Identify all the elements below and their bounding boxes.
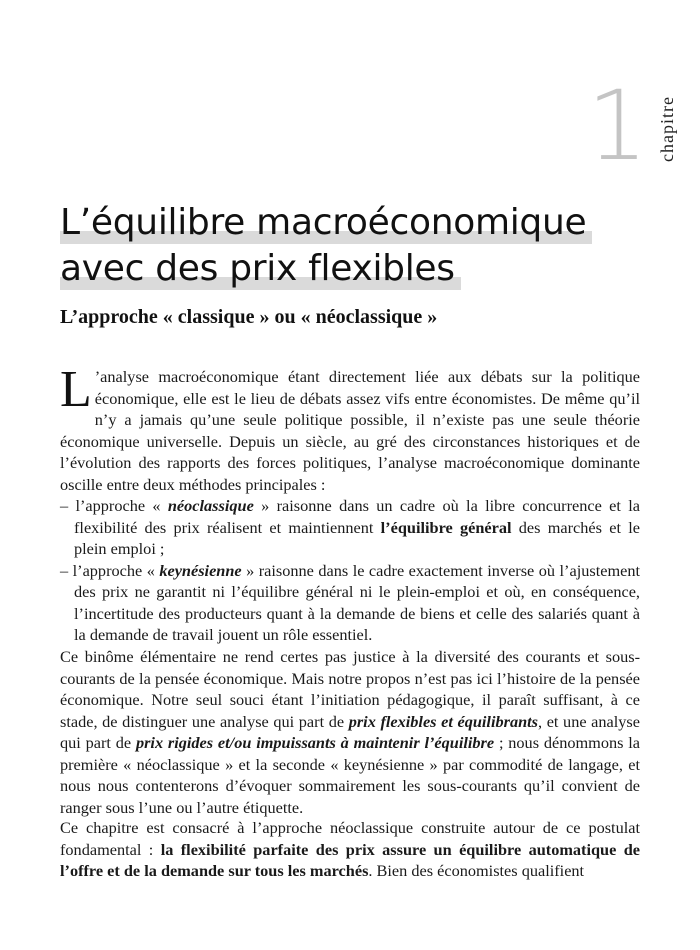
- title-line-2: avec des prix flexibles: [60, 246, 455, 292]
- term-keynesienne: keynésienne: [159, 560, 242, 580]
- paragraph-2: Ce binôme élémentaire ne rend certes pas justice à la diversité des courants et sous-courants de la pensée économique. Mais notre propos n’est pas ici l’histoire de la pensée économique. Notre seul souci étant l’initiation pédagogique, il paraît suffisant, à ce stade, de distinguer une analyse qui part de prix flexibles et équilibrants, et une analyse qui part de prix rigides et/ou impuissants à maintenir l’équilibre ; nous dénommons la première « néoclassique » et la seconde « keynésienne » par commodité de langage, et nous nous contenterons d’évoquer sommairement les sous-courants qu’il convient de ranger sous l’une ou l’autre étiquette.: [60, 647, 641, 817]
- term-equilibre-general: l’équilibre général: [380, 517, 512, 537]
- chapter-number: 1: [586, 70, 648, 182]
- intro-paragraph: [60, 361, 640, 495]
- chapter-subtitle: L’approche « classique » ou « néoclassique »: [60, 306, 438, 328]
- paragraph-3: Ce chapitre est consacré à l’approche néoclassique construite autour de ce postulat fondamental : la flexibilité parfaite des prix assure un équilibre automatique de l’offre et de la demande sur tous les marchés. Bien des économistes qualifient: [60, 818, 640, 880]
- chapter-title: [60, 200, 660, 292]
- drop-cap: L: [60, 361, 92, 418]
- emphasis-prix-rigides: prix rigides et/ou impuissants à maintenir l’équilibre: [135, 733, 495, 752]
- emphasis-prix-flexibles: prix flexibles et équilibrants: [348, 711, 539, 731]
- bullet-neoclassique: – l’approche « néoclassique » raisonne dans un cadre où la libre concurrence et la flexibilité des prix réalisent et maintiennent l’équilibre général des marchés et le plein emploi ;: [60, 496, 640, 558]
- intro-text: ’analyse macroéconomique étant directement liée aux débats sur la politique économique, elle est le lieu de débats assez vifs entre économistes. De même qu’il n’y a jamais qu’une seule politique possible, il n’existe pas une seule théorie économique universelle. Depuis un siècle, au gré des circonstances historiques et de l’évolution des rapports des forces politiques, l’analyse macroéconomique dominante oscille entre deux méthodes principales :: [60, 367, 640, 494]
- chapter-label: chapitre: [657, 96, 677, 162]
- emphasis-flexibilite: la flexibilité parfaite des prix assure un équilibre automatique de l’offre et de la demande sur tous les marchés: [60, 839, 640, 880]
- title-line-1: L’équilibre macroéconomique: [60, 200, 586, 246]
- bullet-keynesienne: – l’approche « keynésienne » raisonne dans le cadre exactement inverse où l’ajustement des prix ne garantit ni l’équilibre général ni le plein-emploi et où, en conséquence, l’incertitude des producteurs quant à la demande de biens et celle des salariés quant à la demande de travail jouent un rôle essentiel.: [60, 560, 640, 644]
- term-neoclassique: néoclassique: [167, 496, 254, 515]
- intro-section: [60, 361, 640, 646]
- chapter-marker: [578, 70, 678, 187]
